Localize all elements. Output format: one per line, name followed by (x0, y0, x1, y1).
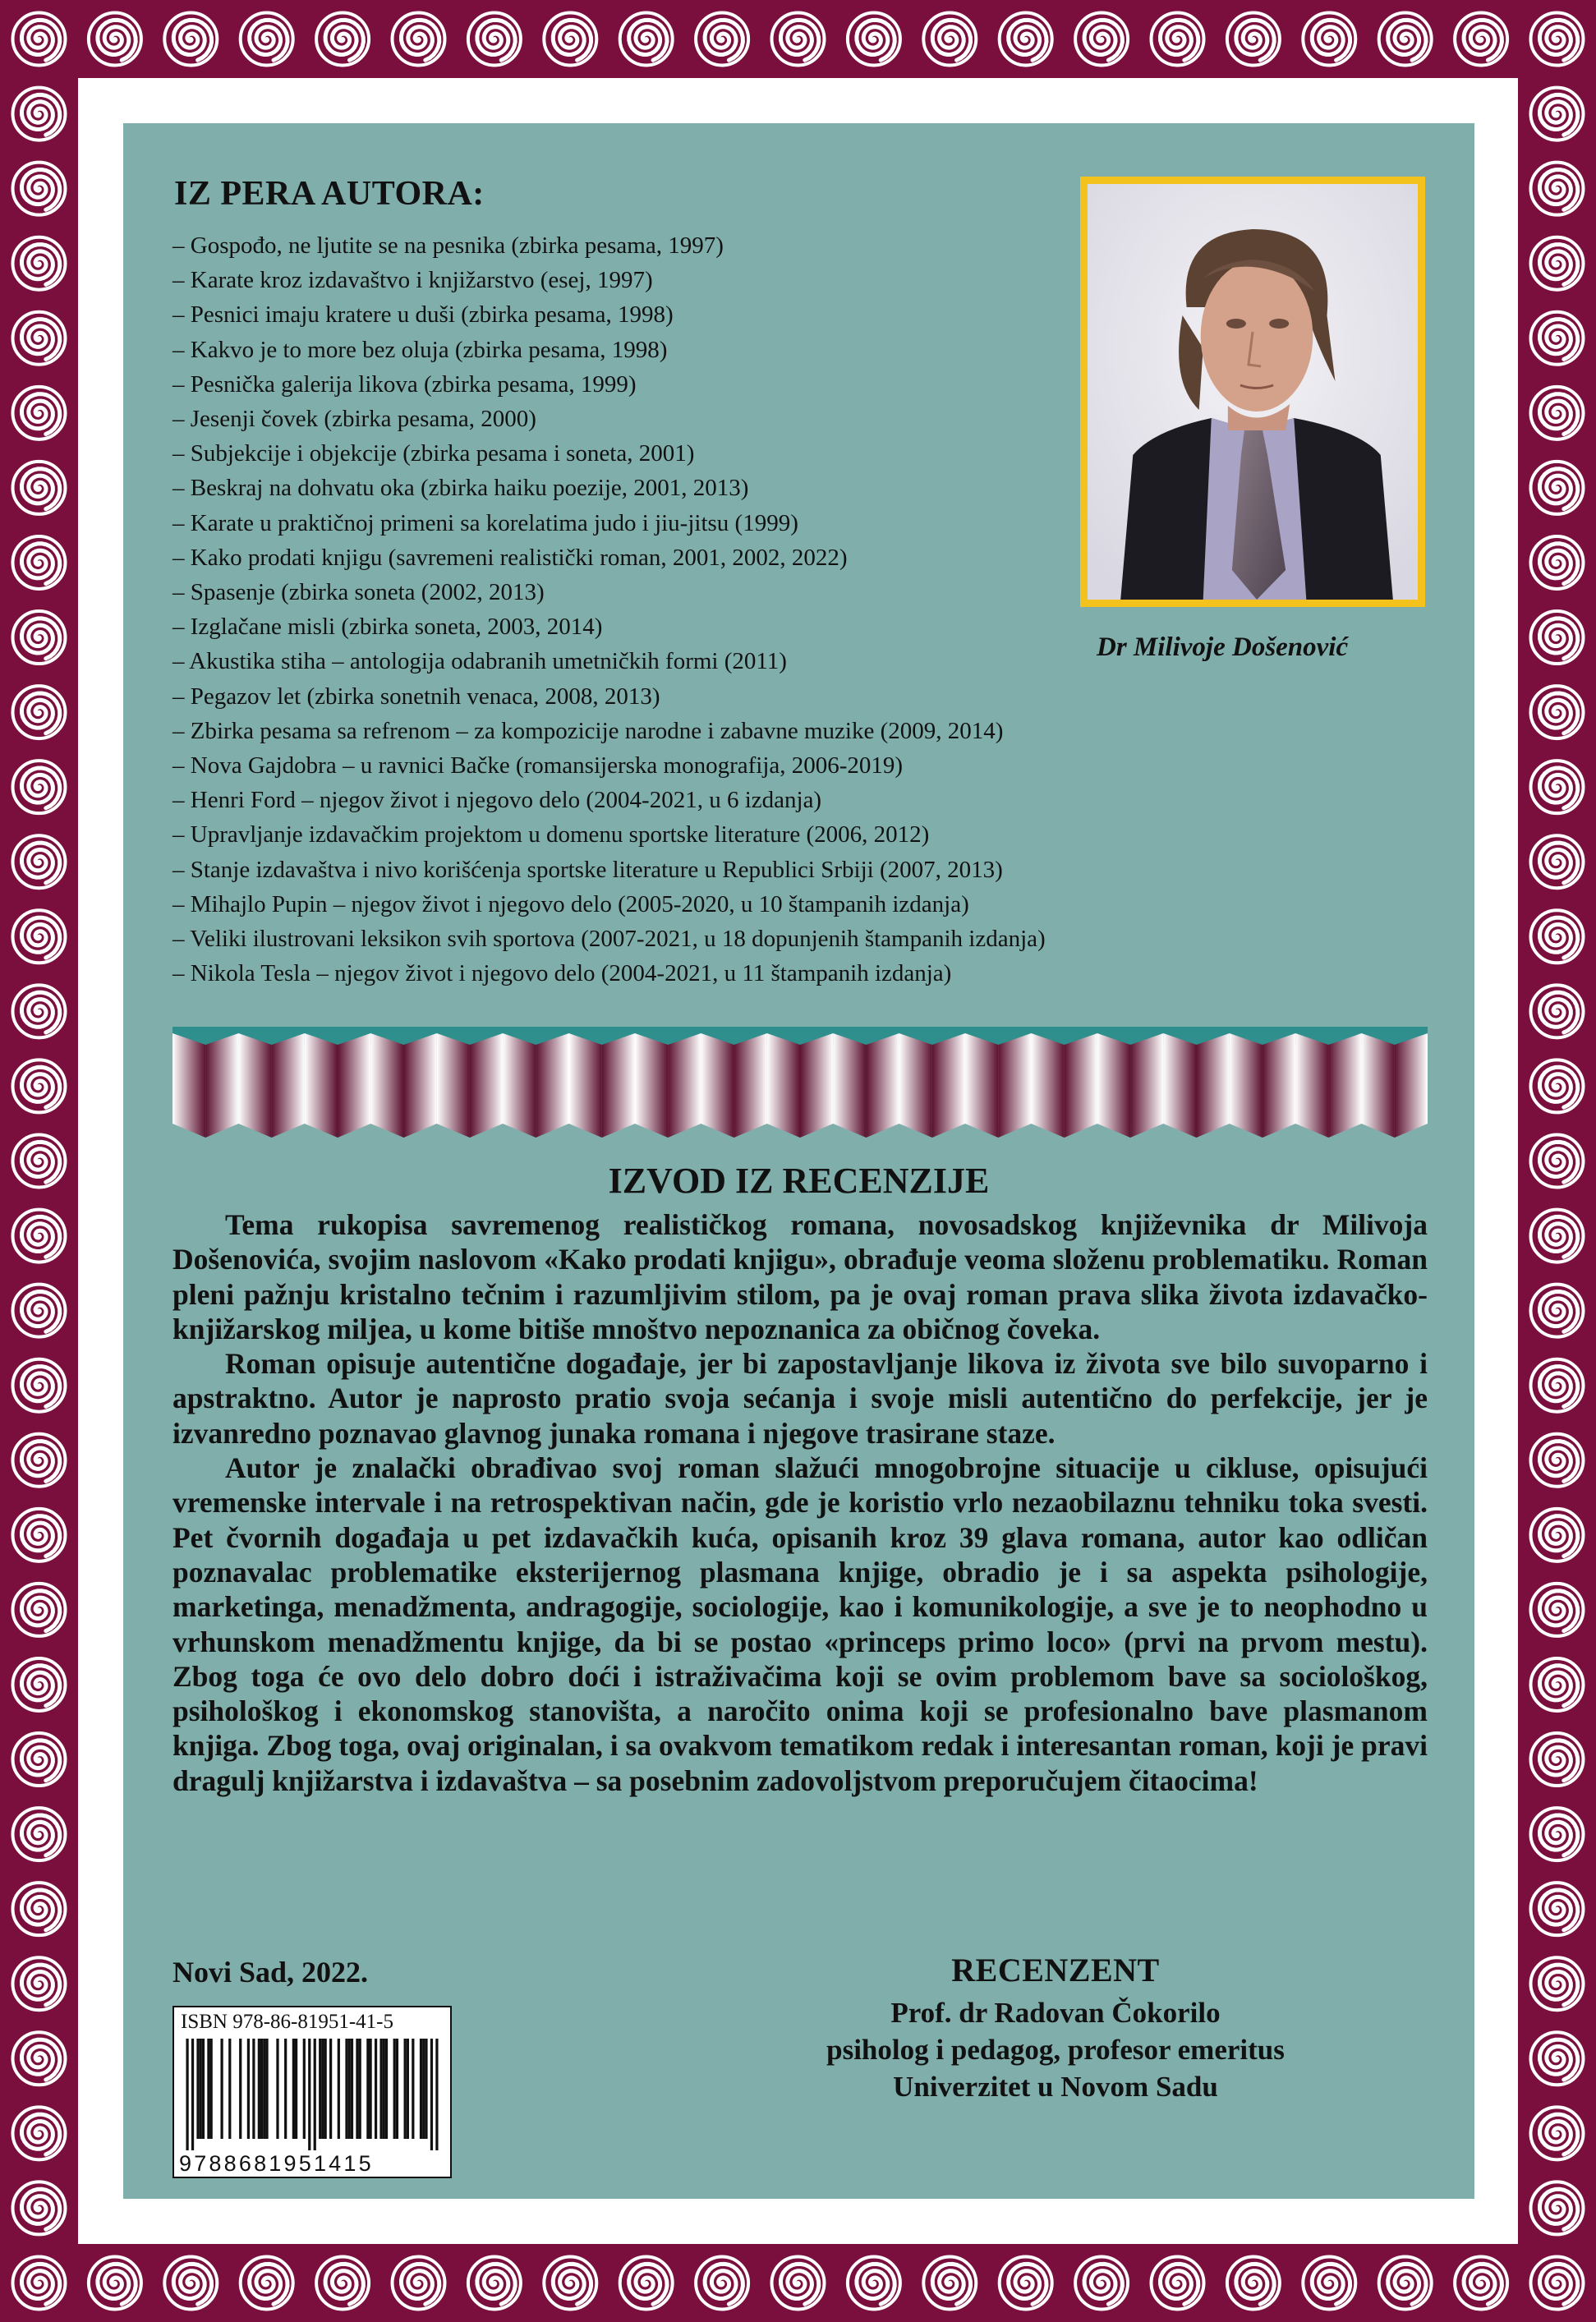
zigzag-fold (800, 1033, 833, 1138)
zigzag-fold (437, 1033, 470, 1138)
author-work-item: – Izglačane misli (zbirka soneta, 2003, 2014) (172, 614, 603, 641)
author-work-item: – Zbirka pesama sa refrenom – za kompozicije narodne i zabavne muzike (2009, 2014) (172, 717, 1004, 744)
author-work-item: – Henri Ford – njegov život i njegovo delo (2004-2021, u 6 izdanja) (172, 787, 822, 814)
author-work-item: – Gospođo, ne ljutite se na pesnika (zbirka pesama, 1997) (172, 232, 724, 259)
author-photo-caption: Dr Milivoje Došenović (1097, 632, 1349, 662)
zigzag-fold (1295, 1033, 1328, 1138)
review-paragraph: Tema rukopisa savremenog realističkog romana, novosadskog književnika dr Milivoja Došenovića, svojim naslovom «Kako prodati knjigu», obrađuje veoma složenu problematiku. Roman pleni pažnju kristalno tečnim i razumljivim stilom, pa je ovaj roman prava slika života izdavačko-knjižarskog miljea, u kome bitiše mnoštvo nepoznanica za običnog čoveka. (172, 1208, 1428, 1345)
barcode-icon (181, 2039, 444, 2150)
zigzag-fold (734, 1033, 767, 1138)
zigzag-fold (965, 1033, 998, 1138)
reviewer-name: Prof. dr Radovan Čokorilo (890, 1997, 1221, 2029)
isbn-label: ISBN 978-86-81951-41-5 (181, 2011, 394, 2033)
author-work-item: – Upravljanje izdavačkim projektom u domenu sportske literature (2006, 2012) (172, 821, 930, 848)
zigzag-fold (370, 1033, 403, 1138)
zigzag-fold (1130, 1033, 1163, 1138)
review-body (172, 1207, 1428, 1798)
author-work-item: – Subjekcije i objekcije (zbirka pesama i soneta, 2001) (172, 440, 695, 467)
zigzag-fold (403, 1033, 436, 1138)
content-panel (123, 123, 1474, 2199)
author-work-item: – Pesnička galerija likova (zbirka pesama, 1999) (172, 370, 637, 398)
reviewer-title: psiholog i pedagog, profesor emeritus (826, 2034, 1285, 2066)
zigzag-fold (272, 1033, 305, 1138)
author-work-item: – Pesnici imaju kratere u duši (zbirka pesama, 1998) (172, 301, 674, 329)
zigzag-fold (1197, 1033, 1230, 1138)
zigzag-fold (1395, 1033, 1428, 1138)
author-work-item: – Kako prodati knjigu (savremeni realistički roman, 2001, 2002, 2022) (172, 544, 848, 571)
author-work-item: – Spasenje (zbirka soneta (2002, 2013) (172, 579, 545, 606)
zigzag-fold (1031, 1033, 1064, 1138)
zigzag-fold (701, 1033, 734, 1138)
author-work-item: – Jesenji čovek (zbirka pesama, 2000) (172, 406, 536, 433)
author-work-item: – Karate u praktičnoj primeni sa korelatima judo i jiu-jitsu (1999) (172, 509, 798, 536)
author-work-item: – Nikola Tesla – njegov život i njegovo delo (2004-2021, u 11 štampanih izdanja) (172, 960, 952, 987)
isbn-barcode-box (172, 2006, 452, 2178)
author-works-heading: IZ PERA AUTORA: (174, 175, 485, 213)
author-photo-frame (1080, 177, 1425, 607)
zigzag-fold (569, 1033, 602, 1138)
zigzag-fold (866, 1033, 899, 1138)
zigzag-fold (1097, 1033, 1130, 1138)
zigzag-fold (899, 1033, 932, 1138)
barcode-digits: 9788681951415 (179, 2151, 374, 2176)
author-work-item: – Nova Gajdobra – u ravnici Bačke (romansijerska monografija, 2006-2019) (172, 752, 904, 779)
zigzag-ornament (172, 1027, 1428, 1138)
author-work-item: – Stanje izdavaštva i nivo korišćenja sportske literature u Republici Srbiji (2007, 2013) (172, 856, 1003, 883)
reviewer-label: RECENZENT (951, 1952, 1160, 1989)
review-heading: IZVOD IZ RECENZIJE (608, 1161, 990, 1201)
reviewer-signature (797, 1951, 1314, 2105)
author-work-item: – Veliki ilustrovani leksikon svih sportova (2007-2021, u 18 dopunjenih štampanih izdanja) (172, 926, 1046, 953)
zigzag-fold (536, 1033, 568, 1138)
zigzag-fold (1362, 1033, 1395, 1138)
author-work-item: – Mihajlo Pupin – njegov život i njegovo delo (2005-2020, u 10 štampanih izdanja) (172, 890, 969, 917)
place-date: Novi Sad, 2022. (172, 1956, 369, 1989)
zigzag-fold (602, 1033, 635, 1138)
author-work-item: – Beskraj na dohvatu oka (zbirka haiku poezije, 2001, 2013) (172, 475, 749, 502)
author-work-item: – Pegazov let (zbirka sonetnih venaca, 2008, 2013) (172, 683, 660, 710)
zigzag-fold (1163, 1033, 1196, 1138)
zigzag-fold (172, 1033, 205, 1138)
zigzag-fold (205, 1033, 238, 1138)
reviewer-institution: Univerzitet u Novom Sadu (893, 2071, 1218, 2103)
author-work-item: – Kakvo je to more bez oluja (zbirka pesama, 1998) (172, 336, 668, 363)
review-paragraph: Autor je znalački obrađivao svoj roman slažući mnogobrojne situacije u cikluse, opisujući vremenske intervale i na retrospektivan način, gde je koristio vrlo nezaobilaznu tehniku toka svesti. Pet čvornih događaja u pet izdavačkih kuća, opisanih kroz 39 glava romana, autor kao odličan poznavalac problematike eksterijernog plasmana knjige, obradio je i sa aspekta psihologije, marketinga, menadžmenta, andragogije, sociologije, kao i komunikologije, a sve je to neophodno u vrhunskom menadžmentu knjige, da bi se postao «princeps primo loco» (prvi na prvom mestu). Zbog toga će ovo delo dobro doći i istraživačima koji se ovim problemom bave sa sociološkog, psihološkog i ekonomskog stanovišta, a naročito onima koji se profesionalno bave plasmanom knjiga. Zbog toga, ovaj originalan, i sa ovakvom tematikom redak i interesantan roman, koji je pravi dragulj knjižarstva i izdavaštva – sa posebnim zadovoljstvom preporučujem čitaocima! (172, 1451, 1428, 1797)
zigzag-fold (338, 1033, 370, 1138)
zigzag-fold (1065, 1033, 1097, 1138)
zigzag-fold (305, 1033, 338, 1138)
author-photo (1088, 184, 1418, 600)
zigzag-fold (833, 1033, 866, 1138)
zigzag-fold (238, 1033, 271, 1138)
zigzag-fold (1263, 1033, 1295, 1138)
zigzag-fold (635, 1033, 668, 1138)
zigzag-fold (767, 1033, 800, 1138)
zigzag-fold (1328, 1033, 1361, 1138)
zigzag-fold (668, 1033, 701, 1138)
author-work-item: – Akustika stiha – antologija odabranih umetničkih formi (2011) (172, 648, 787, 675)
review-paragraph: Roman opisuje autentične događaje, jer bi zapostavljanje likova iz života sve bilo suvoparno i apstraktno. Autor je naprosto pratio svoja sećanja i svoje misli autentično do perfekcije, jer je izvanredno poznavao glavnog junaka romana i njegove trasirane staze. (172, 1347, 1428, 1450)
zigzag-fold (1230, 1033, 1263, 1138)
zigzag-fold (932, 1033, 965, 1138)
zigzag-fold (503, 1033, 536, 1138)
zigzag-fold (470, 1033, 503, 1138)
author-work-item: – Karate kroz izdavaštvo i knjižarstvo (esej, 1997) (172, 267, 653, 294)
zigzag-fold (998, 1033, 1031, 1138)
